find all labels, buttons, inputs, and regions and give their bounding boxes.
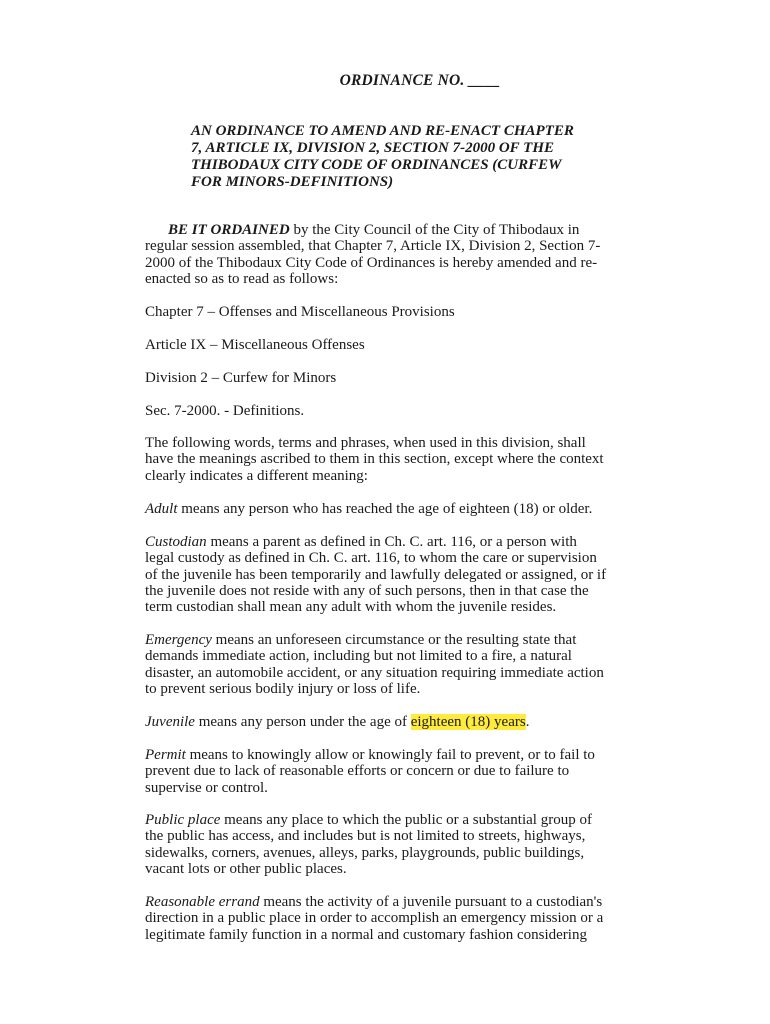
subtitle-line: 7, ARTICLE IX, DIVISION 2, SECTION 7-2000 OF THE [191,140,554,156]
preamble-line: clearly indicates a different meaning: [145,467,368,484]
definition-line: legitimate family function in a normal and customary fashion considering [145,926,587,943]
definition-line: legal custody as defined in Ch. C. art. 116, to whom the care or supervision [145,550,597,567]
definition-emergency: Emergency means an unforeseen circumstance or the resulting state that demands immediate action, including but not limited to a fire, a natural disaster, an automobile accident, or any situation requiring immediate action to prevent serious bodily injury or loss of life. [145,632,705,697]
definitions-preamble [145,435,705,484]
preamble-line: have the meanings ascribed to them in this section, except where the context [145,451,604,468]
definition-permit: Permit means to knowingly allow or knowingly fail to prevent, or to fail to prevent due to lack of reasonable efforts or concern or due to failure to supervise or control. [145,747,705,796]
article-heading: Article IX – Miscellaneous Offenses [145,337,365,353]
definition-juvenile: Juvenile means any person under the age of eighteen (18) years. [145,714,530,730]
intro-line: regular session assembled, that Chapter 7, Article IX, Division 2, Section 7- [145,238,601,255]
subtitle-line: AN ORDINANCE TO AMEND AND RE-ENACT CHAPTER [191,123,574,139]
intro-text: by the City Council of the City of Thibodaux in [289,222,580,238]
section-heading: Sec. 7-2000. - Definitions. [145,403,305,419]
definition-adult: Adult means any person who has reached the age of eighteen (18) or older. [145,501,593,517]
term-emergency: Emergency [145,632,212,648]
term-adult: Adult [145,501,178,517]
ordinance-title: ORDINANCE NO. ____ [339,72,501,89]
definition-line: supervise or control. [145,779,268,796]
term-juvenile: Juvenile [145,714,195,730]
definition-line: the public has access, and includes but is not limited to streets, highways, [145,828,586,845]
intro-paragraph [145,222,705,287]
subtitle-line: FOR MINORS-DEFINITIONS) [191,174,394,190]
definition-public-place: Public place means any place to which the public or a substantial group of the public has access, and includes but is not limited to streets, highways, sidewalks, corners, avenues, alleys, parks, playgrounds, public buildings, vacant lots or other public places. [145,812,705,877]
definition-line: the juvenile does not reside with any of such persons, then in that case the [145,582,589,599]
definition-line: of the juvenile has been temporarily and lawfully delegated or assigned, or if [145,566,607,583]
definition-line: demands immediate action, including but not limited to a fire, a natural [145,648,572,665]
definition-line: sidewalks, corners, avenues, alleys, parks, playgrounds, public buildings, [145,844,585,861]
definition-line: disaster, an automobile accident, or any situation requiring immediate action [145,664,604,681]
subtitle-line: THIBODAUX CITY CODE OF ORDINANCES (CURFEW [191,157,562,173]
definition-line: vacant lots or other public places. [145,860,347,877]
term-reasonable-errand: Reasonable errand [145,894,260,910]
intro-lead: BE IT ORDAINED [168,222,290,238]
intro-line: 2000 of the Thibodaux City Code of Ordinances is hereby amended and re- [145,254,598,271]
intro-line: enacted so as to read as follows: [145,270,339,287]
term-public-place: Public place [145,812,221,828]
division-heading: Division 2 – Curfew for Minors [145,370,337,386]
definition-line: direction in a public place in order to accomplish an emergency mission or a [145,910,604,927]
ordinance-subtitle [191,123,661,191]
definition-custodian: Custodian means a parent as defined in Ch. C. art. 116, or a person with legal custody as defined in Ch. C. art. 116, to whom the care or supervision of the juvenile has been temporarily and lawfully delegated or assigned, or if the juvenile does not reside with any of such persons, then in that case the term custodian shall mean any adult with whom the juvenile resides. [145,534,705,615]
chapter-heading: Chapter 7 – Offenses and Miscellaneous Provisions [145,304,455,320]
term-permit: Permit [145,747,186,763]
definition-line: to prevent serious bodily injury or loss of life. [145,680,421,697]
highlighted-text: eighteen (18) years [410,714,526,730]
definition-reasonable-errand: Reasonable errand means the activity of a juvenile pursuant to a custodian's direction in a public place in order to accomplish an emergency mission or a legitimate family function in a normal and customary fashion considering [145,894,705,943]
preamble-line: The following words, terms and phrases, when used in this division, shall [145,435,586,451]
term-custodian: Custodian [145,534,207,550]
definition-line: term custodian shall mean any adult with whom the juvenile resides. [145,599,557,616]
definition-line: prevent due to lack of reasonable efforts or concern or due to failure to [145,763,570,780]
